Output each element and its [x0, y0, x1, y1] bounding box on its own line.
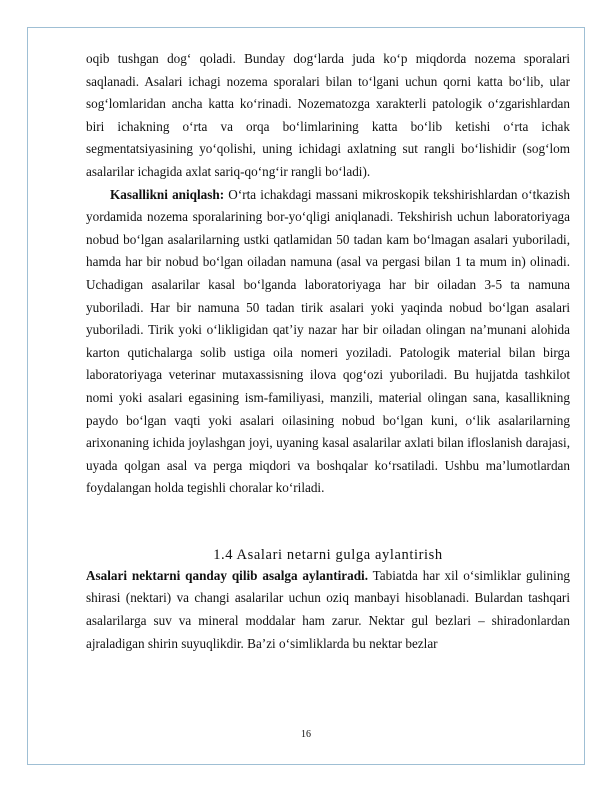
- section-spacer: [86, 500, 570, 545]
- paragraph-nectar: [86, 565, 570, 655]
- paragraph-diagnosis: [86, 184, 570, 500]
- paragraph-nozema-spores: oqib tushgan dog‘ qoladi. Bunday dog‘larda juda ko‘p miqdorda nozema sporalari saqlanadi. Asalari ichagi nozema sporalari bilan to‘lgani uchun qorni katta bo‘lib, ular sog‘lomlaridan ancha katta ko‘rinadi. Nozematozga xarakterli patologik o‘zgarishlardan biri ichakning o‘rta va orqa bo‘limlarining katta bo‘lib ketishi o‘rta ichak segmentatsiyasining yo‘qolishi, uning ichidagi axlatning sut rangli bo‘lishidir (sog‘lom asalarilar ichagida axlat sariq-qo‘ng‘ir rangli bo‘ladi).: [86, 51, 570, 179]
- nectar-label: Asalari nektarni qanday qilib asalga aylantiradi.: [86, 567, 369, 583]
- diagnosis-label: Kasallikni aniqlash:: [110, 186, 225, 202]
- nectar-text: Tabiatda har xil o‘simliklar gulining shirasi (nektari) va changi asalarilar uchun oziq manbayi hisoblanadi. Bulardan tashqari asalarilarga suv va mineral moddalar ham zarur. Nektar gul bezlari – shiradonlardan ajraladigan shirin suyuqlikdir. Ba’zi o‘simliklarda bu nektar bezlar: [86, 567, 571, 651]
- section-heading: 1.4 Asalari netarni gulga aylantirish: [213, 546, 443, 563]
- document-body: [86, 48, 570, 655]
- diagnosis-text: O‘rta ichakdagi massani mikroskopik tekshirishlardan o‘tkazish yordamida nozema sporalarining bor-yo‘qligi aniqlanadi. Tekshirish uchun laboratoriyaga nobud bo‘lgan asalarilarning ustki qatlamidan 50 tadan kam bo‘lmagan asalari yuboriladi, hamda har bir nobud bo‘lgan oiladan namuna (asal va pergasi bilan 1 ta mum in) olinadi. Uchadigan asalarilar kasal bo‘lganda laboratoriyaga har bir oiladan 3-5 ta namuna yuboriladi. Har bir namuna 50 tadan tirik asalari yoki yaqinda nobud bo‘lgan asalari yuboriladi. Tirik yoki o‘likligidan qat’iy nazar har bir oiladan olingan na’munani alohida karton qutichalarga solib ustiga oila nomeri yoziladi. Patologik material bilan birga laboratoriyaga veterinar mutaxassisning ilova qog‘ozi yuboriladi. Bu hujjatda tashkilot nomi yoki asalari egasining ism-familiyasi, manzili, material olingan sana, kasallikning paydo bo‘lgan vaqti yoki asalari oilasining nobud bo‘lgan kuni, o‘lik asalarilarning arixonaning ichida joylashgan joyi, uyaning kasal asalarilar axlati bilan ifloslanish darajasi, uyada qolgan asal va perga miqdori va boshqalar ko‘rsatiladi. Ushbu ma’lumotlardan foydalangan holda tegishli choralar ko‘riladi.: [86, 186, 570, 496]
- page-number: 16: [301, 729, 311, 740]
